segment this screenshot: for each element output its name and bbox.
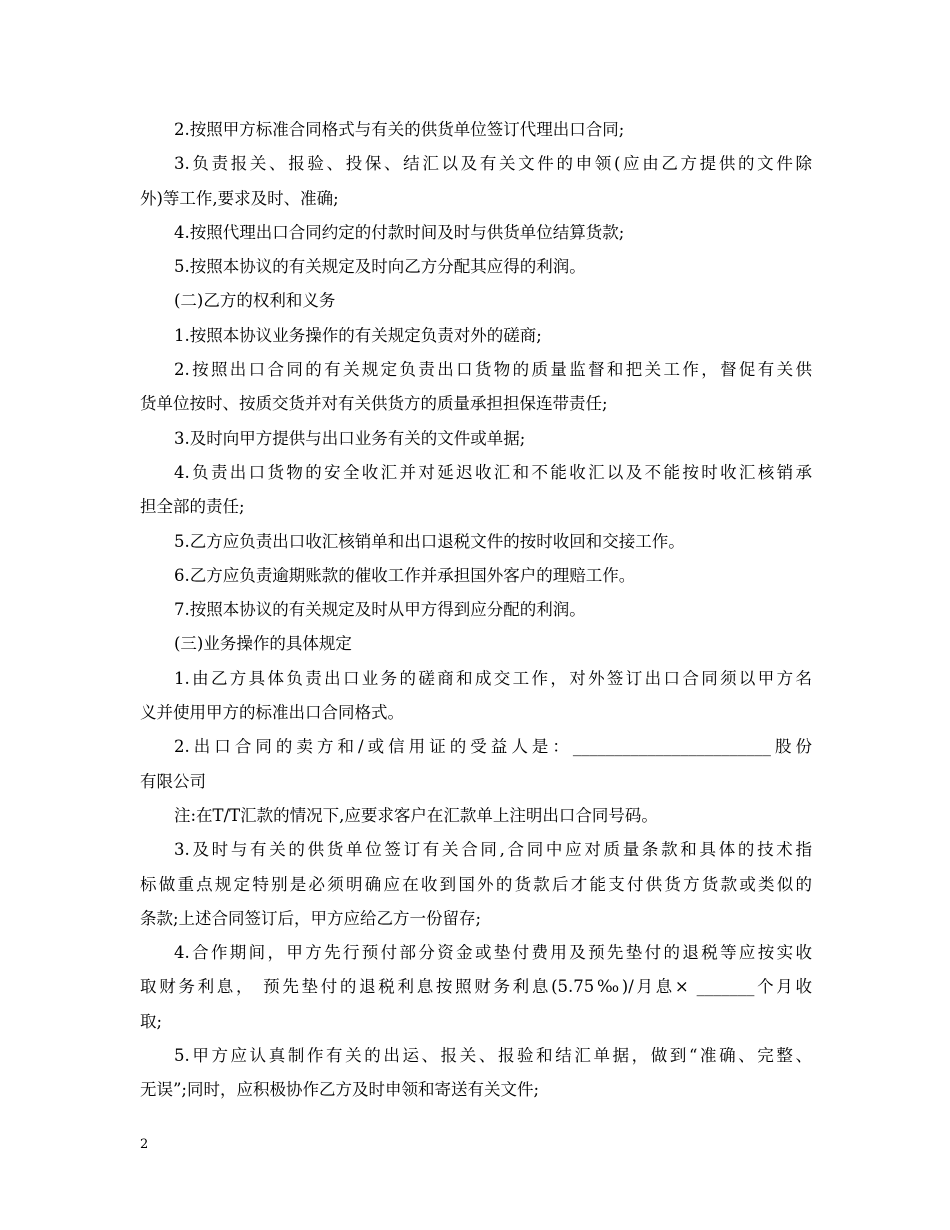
text-line: 货单位按时、按质交货并对有关供货方的质量承担担保连带责任;: [140, 394, 608, 414]
text-line: 外)等工作,要求及时、准确;: [140, 188, 339, 208]
document-body: [140, 113, 812, 1108]
text-line: 无误”;同时，应积极协作乙方及时申领和寄送有关文件;: [140, 1080, 540, 1100]
text-line: 2.按照甲方标准合同格式与有关的供货单位签订代理出口合同;: [174, 120, 625, 139]
text-line: 注:在T/T汇款的情况下,应要求客户在汇款单上注明出口合同号码。: [174, 805, 658, 825]
text-line: 6.乙方应负责逾期账款的催收工作并承担国外客户的理赔工作。: [174, 565, 636, 585]
text-line: 4.负责出口货物的安全收汇并对延迟收汇和不能收汇以及不能按时收汇核销承: [174, 462, 812, 482]
text-line: 3.负责报关、报验、投保、结汇以及有关文件的申领(应由乙方提供的文件除: [174, 154, 812, 174]
text-line: 2.按照出口合同的有关规定负责出口货物的质量监督和把关工作，督促有关供: [174, 360, 812, 380]
text-line: 1.由乙方具体负责出口业务的磋商和成交工作，对外签订出口合同须以甲方名: [174, 668, 812, 688]
text-line: 标做重点规定特别是必须明确应在收到国外的货款后才能支付供货方货款或类似的: [140, 874, 812, 894]
text-line: 有限公司: [140, 771, 206, 791]
text-line: 4.合作期间，甲方先行预付部分资金或垫付费用及预先垫付的退税等应按实收: [174, 943, 812, 963]
text-line: 义并使用甲方的标准出口合同格式。: [140, 703, 404, 723]
text-line: 5.甲方应认真制作有关的出运、报关、报验和结汇单据，做到“准确、完整、: [174, 1046, 812, 1066]
text-line: 1.按照本协议业务操作的有关规定负责对外的磋商;: [174, 325, 542, 345]
text-line: 3.及时向甲方提供与出口业务有关的文件或单据;: [174, 428, 526, 448]
text-line: 3.及时与有关的供货单位签订有关合同,合同中应对质量条款和具体的技术指: [174, 840, 812, 860]
text-line: 取;: [140, 1011, 163, 1031]
text-line: 5.按照本协议的有关规定及时向乙方分配其应得的利润。: [174, 257, 586, 277]
text-line: 条款;上述合同签订后，甲方应给乙方一份留存;: [140, 908, 482, 928]
text-line: 取财务利息， 预先垫付的退税利息按照财务利息(5.75‰)/月息× _______个月收: [140, 977, 812, 997]
text-line: (二)乙方的权利和义务: [174, 291, 336, 311]
text-line: 2.出口合同的卖方和/或信用证的受益人是：________________________股份: [174, 737, 812, 757]
text-line: 担全部的责任;: [140, 497, 245, 517]
text-line: 5.乙方应负责出口收汇核销单和出口退税文件的按时收回和交接工作。: [174, 531, 685, 551]
text-line: 7.按照本协议的有关规定及时从甲方得到应分配的利润。: [174, 600, 586, 620]
text-line: 4.按照代理出口合同约定的付款时间及时与供货单位结算货款;: [174, 222, 625, 242]
page-number: 2: [140, 1137, 149, 1152]
text-line: (三)业务操作的具体规定: [174, 634, 352, 654]
